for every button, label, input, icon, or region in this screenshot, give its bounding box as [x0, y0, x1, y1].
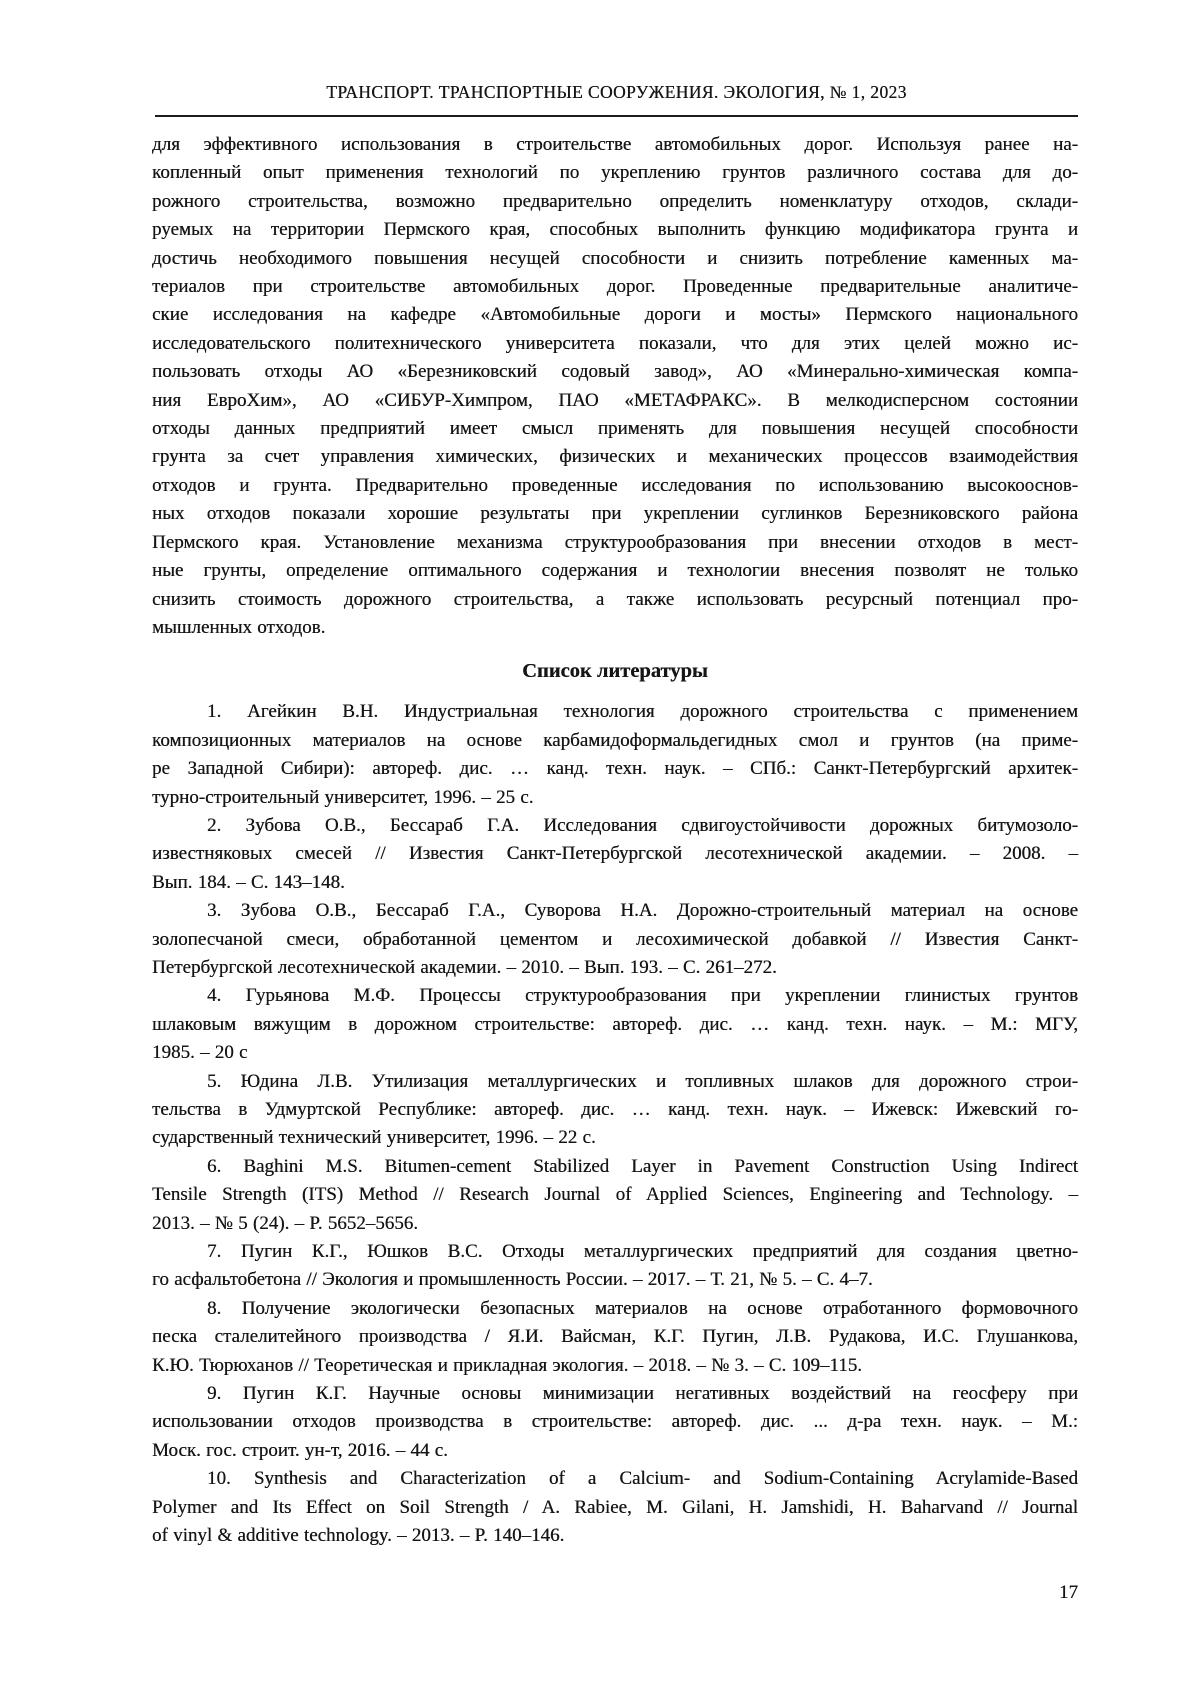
reference-item-9 [152, 1380, 1078, 1465]
text-line: 8. Получение экологически безопасных материалов на основе отработанного формовочного [207, 1297, 1078, 1319]
text-line: использовании отходов производства в строительстве: автореф. дис. ... д-ра техн. наук. – М.: [152, 1411, 1078, 1433]
text-line: известняковых смесей // Известия Санкт-Петербургской лесотехнической академии. – 2008. – [152, 843, 1078, 865]
text-line: грунта за счет управления химических, физических и механических процессов взаимодействия [152, 446, 1078, 468]
text-line: 4. Гурьянова М.Ф. Процессы структурообразования при укреплении глинистых грунтов [207, 985, 1078, 1007]
text-line: золопесчаной смеси, обработанной цементом и лесохимической добавкой // Известия Санкт- [152, 928, 1078, 950]
text-line: 9. Пугин К.Г. Научные основы минимизации негативных воздействий на геосферу при [207, 1383, 1078, 1405]
text-line: снизить стоимость дорожного строительства, а также использовать ресурсный потенциал про- [152, 588, 1078, 610]
text-line: го асфальтобетона // Экология и промышленность России. – 2017. – Т. 21, № 5. – С. 4–7. [152, 1269, 873, 1291]
text-line: Tensile Strength (ITS) Method // Research Journal of Applied Sciences, Engineering and Technology. – [152, 1184, 1078, 1206]
text-line: 10. Synthesis and Characterization of a Calcium- and Sodium-Containing Acrylamide-Based [207, 1468, 1078, 1490]
text-line: ные грунты, определение оптимального содержания и технологии внесения позволят не только [152, 560, 1078, 582]
journal-running-header: ТРАНСПОРТ. ТРАНСПОРТНЫЕ СООРУЖЕНИЯ. ЭКОЛОГИЯ, № 1, 2023 [326, 82, 907, 102]
text-line: ния ЕвроХим», АО «СИБУР-Химпром, ПАО «МЕТАФРАКС». В мелкодисперсном состоянии [152, 389, 1078, 411]
text-line: для эффективного использования в строительстве автомобильных дорог. Используя ранее на- [152, 134, 1078, 155]
text-line: 1. Агейкин В.Н. Индустриальная технология дорожного строительства с применением [207, 701, 1078, 723]
reference-item-6 [152, 1153, 1078, 1238]
text-line: 2013. – № 5 (24). – P. 5652–5656. [152, 1212, 418, 1234]
text-line: достичь необходимого повышения несущей способности и снизить потребление каменных ма- [152, 247, 1078, 269]
text-line: Polymer and Its Effect on Soil Strength / A. Rabiee, M. Gilani, H. Jamshidi, H. Baharvand // Journal [152, 1496, 1078, 1518]
text-line: 6. Baghini M.S. Bitumen-cement Stabilized Layer in Pavement Construction Using Indirect [207, 1155, 1078, 1177]
text-line: копленный опыт применения технологий по укреплению грунтов различного состава для до- [152, 162, 1078, 184]
page-number: 17 [1059, 1582, 1078, 1603]
abstract-paragraph [152, 131, 1078, 642]
text-line: Петербургской лесотехнической академии. – 2010. – Вып. 193. – С. 261–272. [152, 956, 777, 978]
text-line: Пермского края. Установление механизма структурообразования при внесении отходов в мест- [152, 531, 1078, 553]
text-line: К.Ю. Тюрюханов // Теоретическая и прикладная экология. – 2018. – № 3. – С. 109–115. [152, 1354, 862, 1376]
header-rule [155, 115, 1078, 117]
text-line: Моск. гос. строит. ун-т, 2016. – 44 с. [152, 1439, 448, 1461]
text-line: исследовательского политехнического университета показали, что для этих целей можно ис- [152, 332, 1078, 354]
reference-item-8 [152, 1295, 1078, 1380]
text-line: Вып. 184. – С. 143–148. [152, 871, 345, 893]
text-line: of vinyl & additive technology. – 2013. – P. 140–146. [152, 1525, 565, 1547]
text-line: териалов при строительстве автомобильных дорог. Проведенные предварительные аналитиче- [152, 276, 1078, 298]
text-line: тельства в Удмуртской Республике: автореф. дис. … канд. техн. наук. – Ижевск: Ижевский го- [152, 1099, 1078, 1120]
reference-item-4 [152, 982, 1078, 1067]
reference-item-10 [152, 1465, 1078, 1550]
text-line: сударственный технический университет, 1996. – 22 с. [152, 1127, 596, 1149]
text-line: ре Западной Сибири): автореф. дис. … канд. техн. наук. – СПб.: Санкт-Петербургский архитек- [152, 758, 1078, 780]
text-line: руемых на территории Пермского края, способных выполнить функцию модификатора грунта и [152, 219, 1078, 241]
text-line: ские исследования на кафедре «Автомобильные дороги и мосты» Пермского национального [152, 304, 1078, 326]
text-line: отходов и грунта. Предварительно проведенные исследования по использованию высокооснов- [152, 474, 1078, 496]
reference-item-3 [152, 897, 1078, 982]
text-line: шлаковым вяжущим в дорожном строительстве: автореф. дис. … канд. техн. наук. – М.: МГУ, [152, 1013, 1078, 1035]
text-line: мышленных отходов. [152, 616, 326, 638]
reference-item-5 [152, 1068, 1078, 1153]
text-line: турно-строительный университет, 1996. – 25 с. [152, 786, 534, 808]
references-heading: Список литературы [522, 660, 708, 683]
text-line: 3. Зубова О.В., Бессараб Г.А., Суворова Н.А. Дорожно-строительный материал на основе [207, 900, 1078, 922]
text-line: композиционных материалов на основе карбамидоформальдегидных смол и грунтов (на приме- [152, 729, 1078, 751]
text-line: 1985. – 20 с [152, 1042, 248, 1064]
text-line: рожного строительства, возможно предварительно определить номенклатуру отходов, склади- [152, 190, 1078, 212]
reference-item-7 [152, 1238, 1078, 1295]
reference-item-2 [152, 812, 1078, 897]
reference-item-1 [152, 698, 1078, 812]
text-line: 7. Пугин К.Г., Юшков В.С. Отходы металлургических предприятий для создания цветно- [207, 1241, 1078, 1263]
text-line: песка сталелитейного производства / Я.И. Вайсман, К.Г. Пугин, Л.В. Рудакова, И.С. Глушанкова, [152, 1326, 1078, 1348]
text-line: отходы данных предприятий имеет смысл применять для повышения несущей способности [152, 418, 1078, 440]
text-line: ных отходов показали хорошие результаты при укреплении суглинков Березниковского района [152, 503, 1078, 525]
text-line: пользовать отходы АО «Березниковский содовый завод», АО «Минерально-химическая компа- [152, 361, 1078, 383]
text-line: 5. Юдина Л.В. Утилизация металлургических и топливных шлаков для дорожного строи- [207, 1070, 1078, 1092]
text-line: 2. Зубова О.В., Бессараб Г.А. Исследования сдвигоустойчивости дорожных битумозоло- [207, 814, 1078, 836]
page-content [152, 131, 1078, 1551]
